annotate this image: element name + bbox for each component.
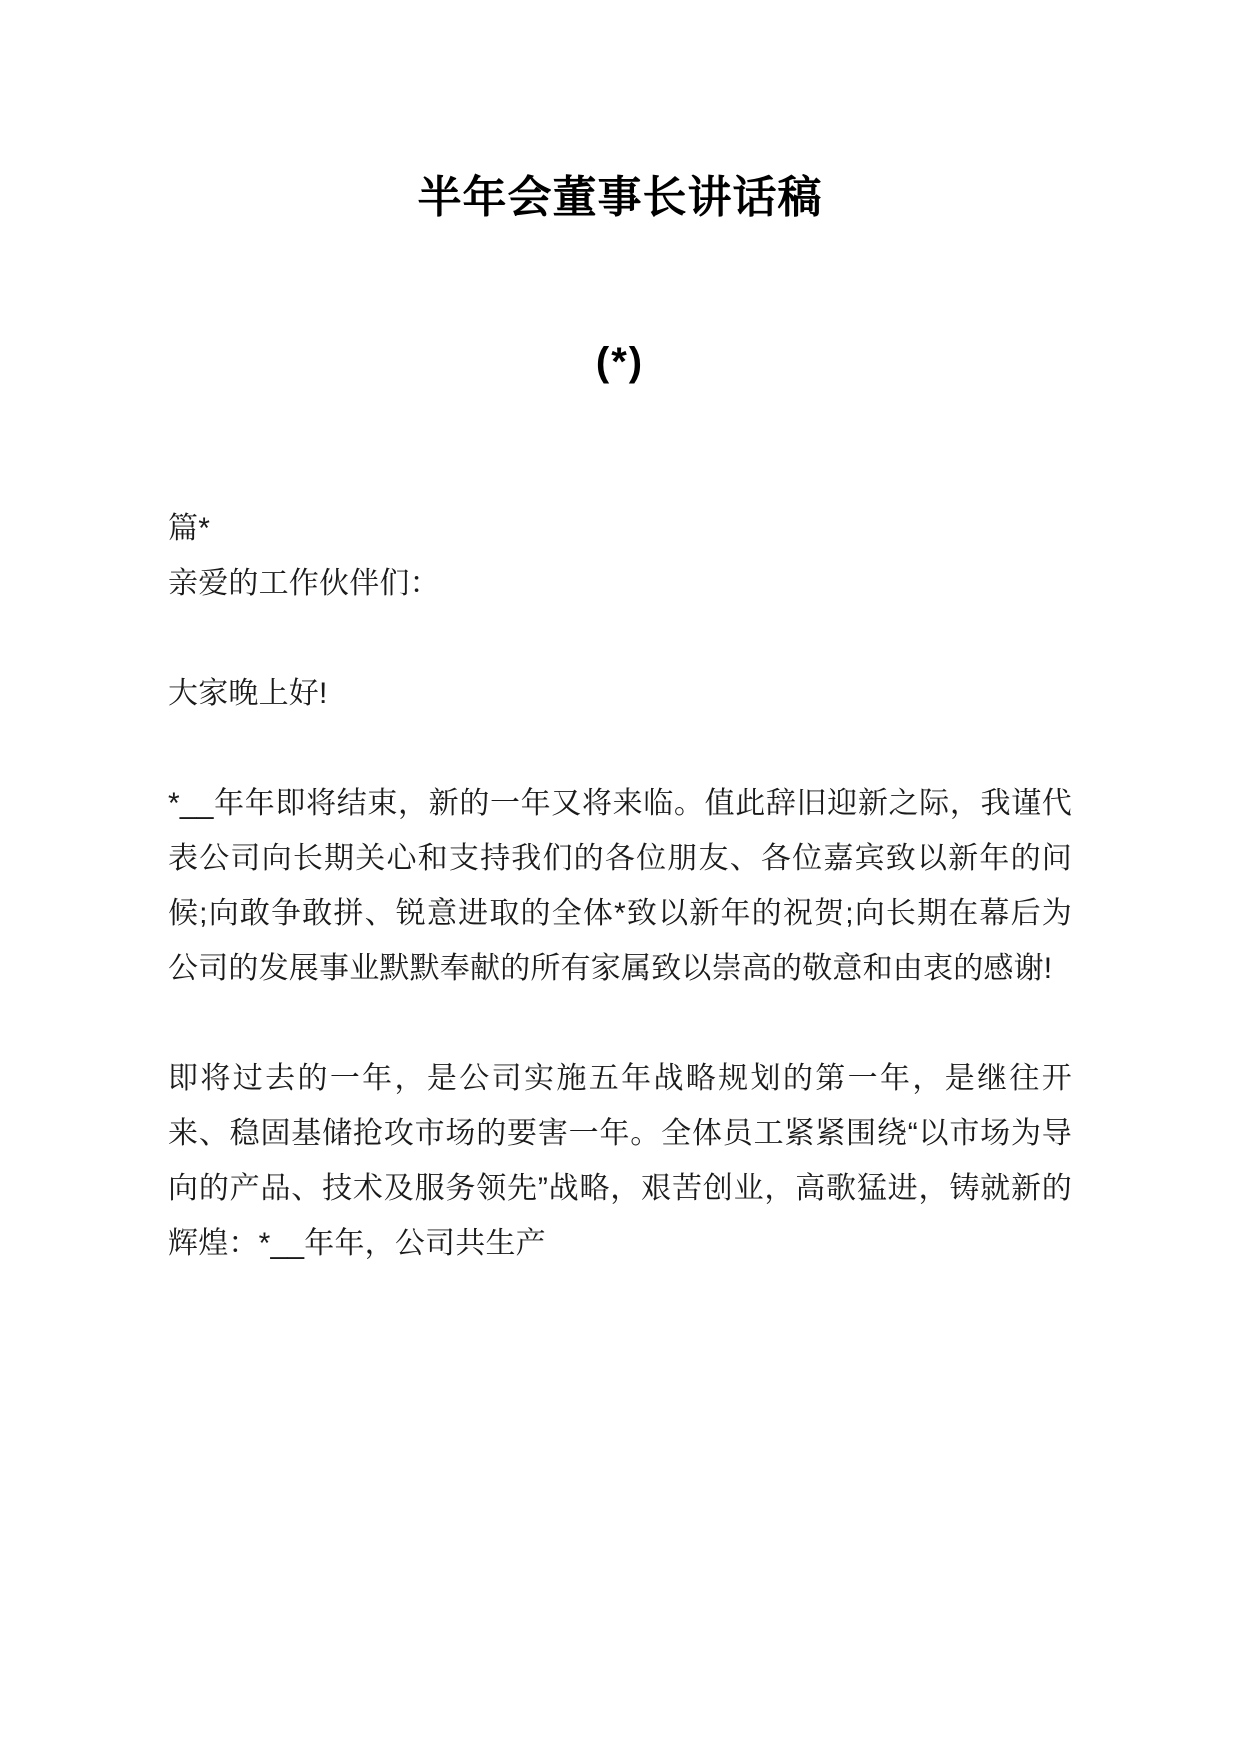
- section-label: 篇*: [168, 512, 211, 546]
- page-title: 半年会董事长讲话稿: [417, 173, 823, 222]
- salutation: 亲爱的工作伙伴们：: [168, 567, 440, 601]
- paragraph-spacer: [168, 611, 1072, 666]
- greeting-paragraph: 大家晚上好!: [168, 677, 328, 711]
- body-paragraph-1: *__年年即将结束，新的一年又将来临。值此辞旧迎新之际，我谨代表公司向长期关心和支持我们的各位朋友、各位嘉宾致以新年的问候;向敢争敢拼、锐意进取的全体*致以新年的祝贺;向长期在幕后为公司的发展事业默默奉献的所有家属致以崇高的敬意和由衷的感谢!: [168, 787, 1072, 986]
- document-content: [168, 389, 1072, 1271]
- body-paragraph-2: 即将过去的一年，是公司实施五年战略规划的第一年，是继往开来、稳固基储抢攻市场的要害一年。全体员工紧紧围绕“以市场为导向的产品、技术及服务领先”战略，艰苦创业，高歌猛进，铸就新的辉煌：*__年年，公司共生产: [168, 1062, 1072, 1261]
- document-subtitle: (*): [595, 340, 645, 385]
- paragraph-spacer: [168, 721, 1072, 776]
- paragraph-spacer: [168, 996, 1072, 1051]
